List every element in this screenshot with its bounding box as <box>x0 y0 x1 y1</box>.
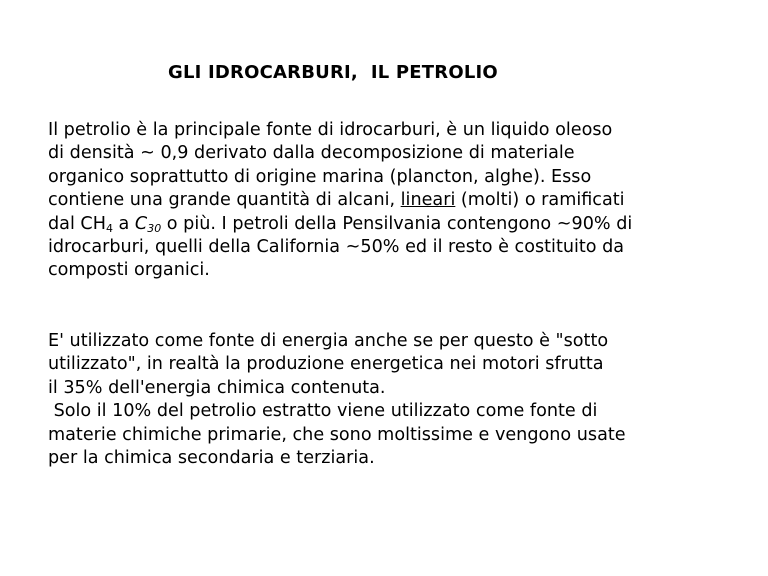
text-line <box>48 213 728 236</box>
text-line: composti organici. <box>48 260 210 281</box>
text-line: utilizzato", in realtà la produzione energetica nei motori sfrutta <box>48 354 604 375</box>
text-segment: o più. I petroli della Pensilvania contengono ~90% di <box>161 213 633 234</box>
text-line: E' utilizzato come fonte di energia anche se per questo è "sotto <box>48 331 609 351</box>
paragraph-energia <box>48 330 728 470</box>
text-line: materie chimiche primarie, che sono moltissime e vengono usate <box>48 424 626 445</box>
text-line: Il petrolio è la principale fonte di idrocarburi, è un liquido oleoso <box>48 120 613 140</box>
text-segment: a <box>112 213 135 234</box>
text-line: per la chimica secondaria e terziaria. <box>48 448 375 469</box>
text-segment: contiene una grande quantità di alcani, <box>48 190 401 211</box>
text-line: organico soprattutto di origine marina (plancton, alghe). Esso <box>48 166 592 187</box>
text-line: idrocarburi, quelli della California ~50% ed il resto è costituito da <box>48 237 625 258</box>
lineari-link[interactable]: lineari <box>400 190 456 211</box>
text-line <box>48 189 728 212</box>
text-line: di densità ~ 0,9 derivato dalla decomposizione di materiale <box>48 143 575 164</box>
subscript-4: 4 <box>105 221 113 235</box>
carbon-symbol: C <box>134 213 148 234</box>
text-line: Solo il 10% del petrolio estratto viene utilizzato come fonte di <box>48 401 598 422</box>
slide-title: GLI IDROCARBURI, IL PETROLIO <box>168 62 498 83</box>
subscript-30: 30 <box>147 221 162 235</box>
text-line: il 35% dell'energia chimica contenuta. <box>48 377 386 398</box>
paragraph-petrolio <box>48 119 728 283</box>
text-segment: dal CH <box>48 213 106 234</box>
text-segment: (molti) o ramificati <box>455 190 625 211</box>
